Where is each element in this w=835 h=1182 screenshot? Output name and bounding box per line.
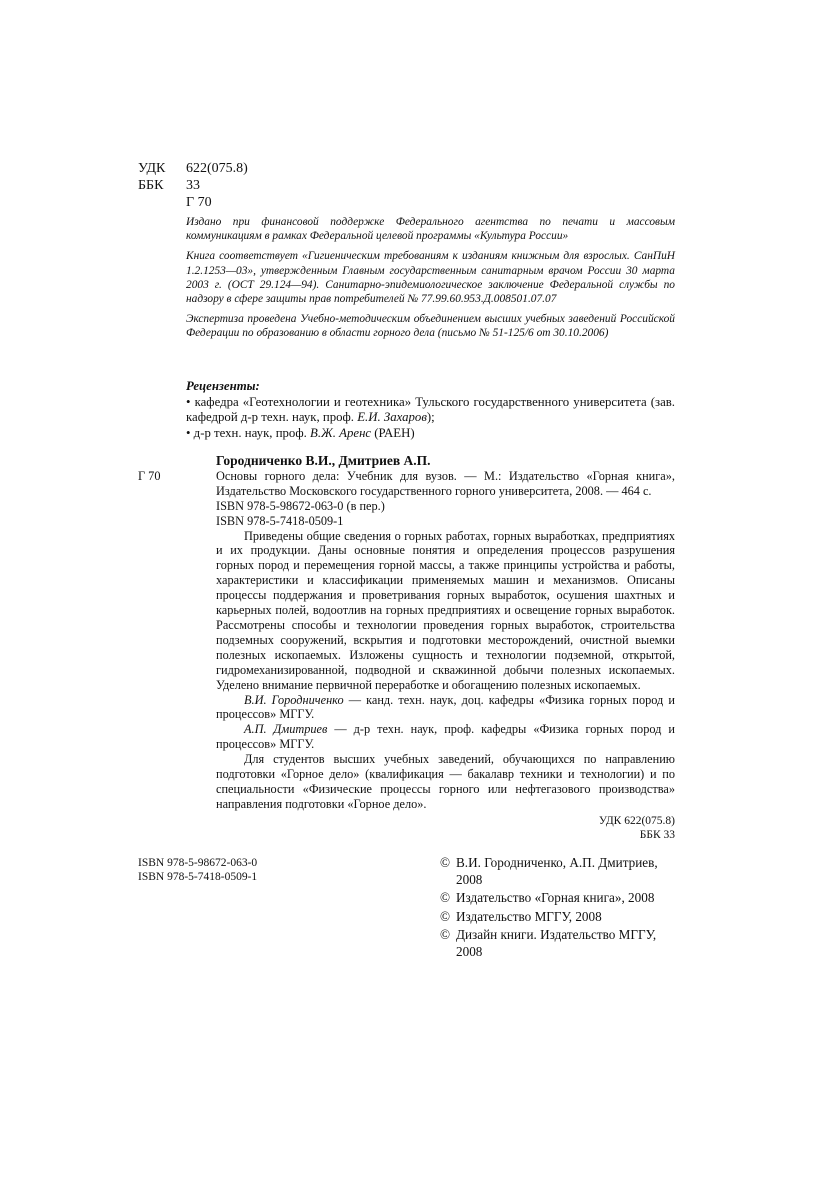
card-title: Основы горного дела: Учебник для вузов. — М.: Издательство «Горная книга», Издательство Московского государственного горного университета, 2008. — 464 с. <box>216 468 675 498</box>
copyright-icon: © <box>440 908 451 924</box>
card-author-1: В.И. Городниченко — канд. техн. наук, доц. кафедры «Физика горных пород и процессов» МГГУ. <box>216 692 675 722</box>
bbk-value: 33 <box>186 178 200 193</box>
isbn-2: ISBN 978-5-7418-0509-1 <box>138 871 258 883</box>
copyright-icon: © <box>440 855 451 870</box>
card-authors: Городниченко В.И., Дмитриев А.П. <box>216 453 431 468</box>
copyright-icon: © <box>440 890 451 905</box>
isbn-block <box>138 856 257 884</box>
copyright-icon: © <box>440 927 451 942</box>
note-hygiene: Книга соответствует «Гигиеническим требованиям к изданиям книжным для взрослых. СанПиН 1.2.1253—03», утвержденным Главным государственным санитарным врачом России 30 марта 2003 г. (ОСТ 29.124—94). Санитарно-эпидемиологическое заключение Федеральной службы по надзору в сфере защиты прав потребителей № 77.99.60.953.Д.008501.07.07 <box>186 250 675 306</box>
copyright-item: © Издательство МГГУ, 2008 <box>440 908 602 924</box>
catalog-card <box>138 454 675 842</box>
udk-label: УДК <box>138 161 166 176</box>
reviewer-2: • д-р техн. наук, проф. В.Ж. Аренс (РАЕН) <box>186 425 415 440</box>
copyright-block <box>440 855 680 962</box>
card-isbn-2: ISBN 978-5-7418-0509-1 <box>216 513 344 528</box>
isbn-1: ISBN 978-5-98672-063-0 <box>138 857 258 869</box>
publication-notes <box>186 215 675 347</box>
reviewers-block <box>186 379 675 441</box>
card-isbn-1: ISBN 978-5-98672-063-0 (в пер.) <box>216 498 385 513</box>
author-mark: Г 70 <box>186 195 212 210</box>
card-bbk: ББК 33 <box>639 828 675 841</box>
card-author-2: А.П. Дмитриев — д-р техн. наук, проф. кафедры «Физика горных пород и процессов» МГГУ. <box>216 722 675 752</box>
card-mark: Г 70 <box>138 468 161 483</box>
copyright-item: © Дизайн книги. Издательство МГГУ, 2008 <box>440 927 657 959</box>
card-udk: УДК 622(075.8) <box>598 814 675 827</box>
bbk-label: ББК <box>138 178 164 193</box>
udk-value: 622(075.8) <box>186 161 248 176</box>
card-audience: Для студентов высших учебных заведений, обучающихся по направлению подготовки «Горное дело» (квалификация — бакалавр техники и технологии) и по специальности «Физические процессы горного или нефтегазового производства» направления подготовки «Горное дело». <box>216 752 675 811</box>
copyright-item: © В.И. Городниченко, А.П. Дмитриев, 2008 <box>440 855 658 887</box>
note-funding: Издано при финансовой поддержке Федерального агентства по печати и массовым коммуникациям в рамках Федеральной целевой программы «Культура России» <box>186 216 675 243</box>
copyright-item: © Издательство «Горная книга», 2008 <box>440 890 655 905</box>
reviewers-heading: Рецензенты: <box>186 379 260 393</box>
reviewer-1: • кафедра «Геотехнологии и геотехника» Тульского государственного университета (зав. кафедрой д-р техн. наук, проф. Е.И. Захаров); <box>186 394 675 424</box>
note-expertise: Экспертиза проведена Учебно-методическим объединением высших учебных заведений Российской Федерации по образованию в области горного дела (письмо № 51-125/6 от 30.10.2006) <box>186 313 675 340</box>
card-abstract: Приведены общие сведения о горных работах, горных выработках, предприятиях и их продукции. Даны основные понятия и определения процессов разрушения горных пород и перемещения горной массы, а также принципы устройства и работы, характеристики и классификации применяемых машин и механизмов. Описаны процессы поддержания и проветривания горных выработок, осушения шахтных и карьерных полей, водоотлив на горных предприятиях и освещение горных выработок. Рассмотрены способы и технологии проведения горных выработок, строительства подземных сооружений, вскрытия и подготовки месторождений, очистной выемки полезных ископаемых. Изложены сущность и технологии подземной, открытой, гидромеханизированной, подводной и скважинной добычи полезных ископаемых. Уделено внимание первичной переработке и обогащению полезных ископаемых. <box>216 528 675 692</box>
classification-block <box>138 160 248 211</box>
